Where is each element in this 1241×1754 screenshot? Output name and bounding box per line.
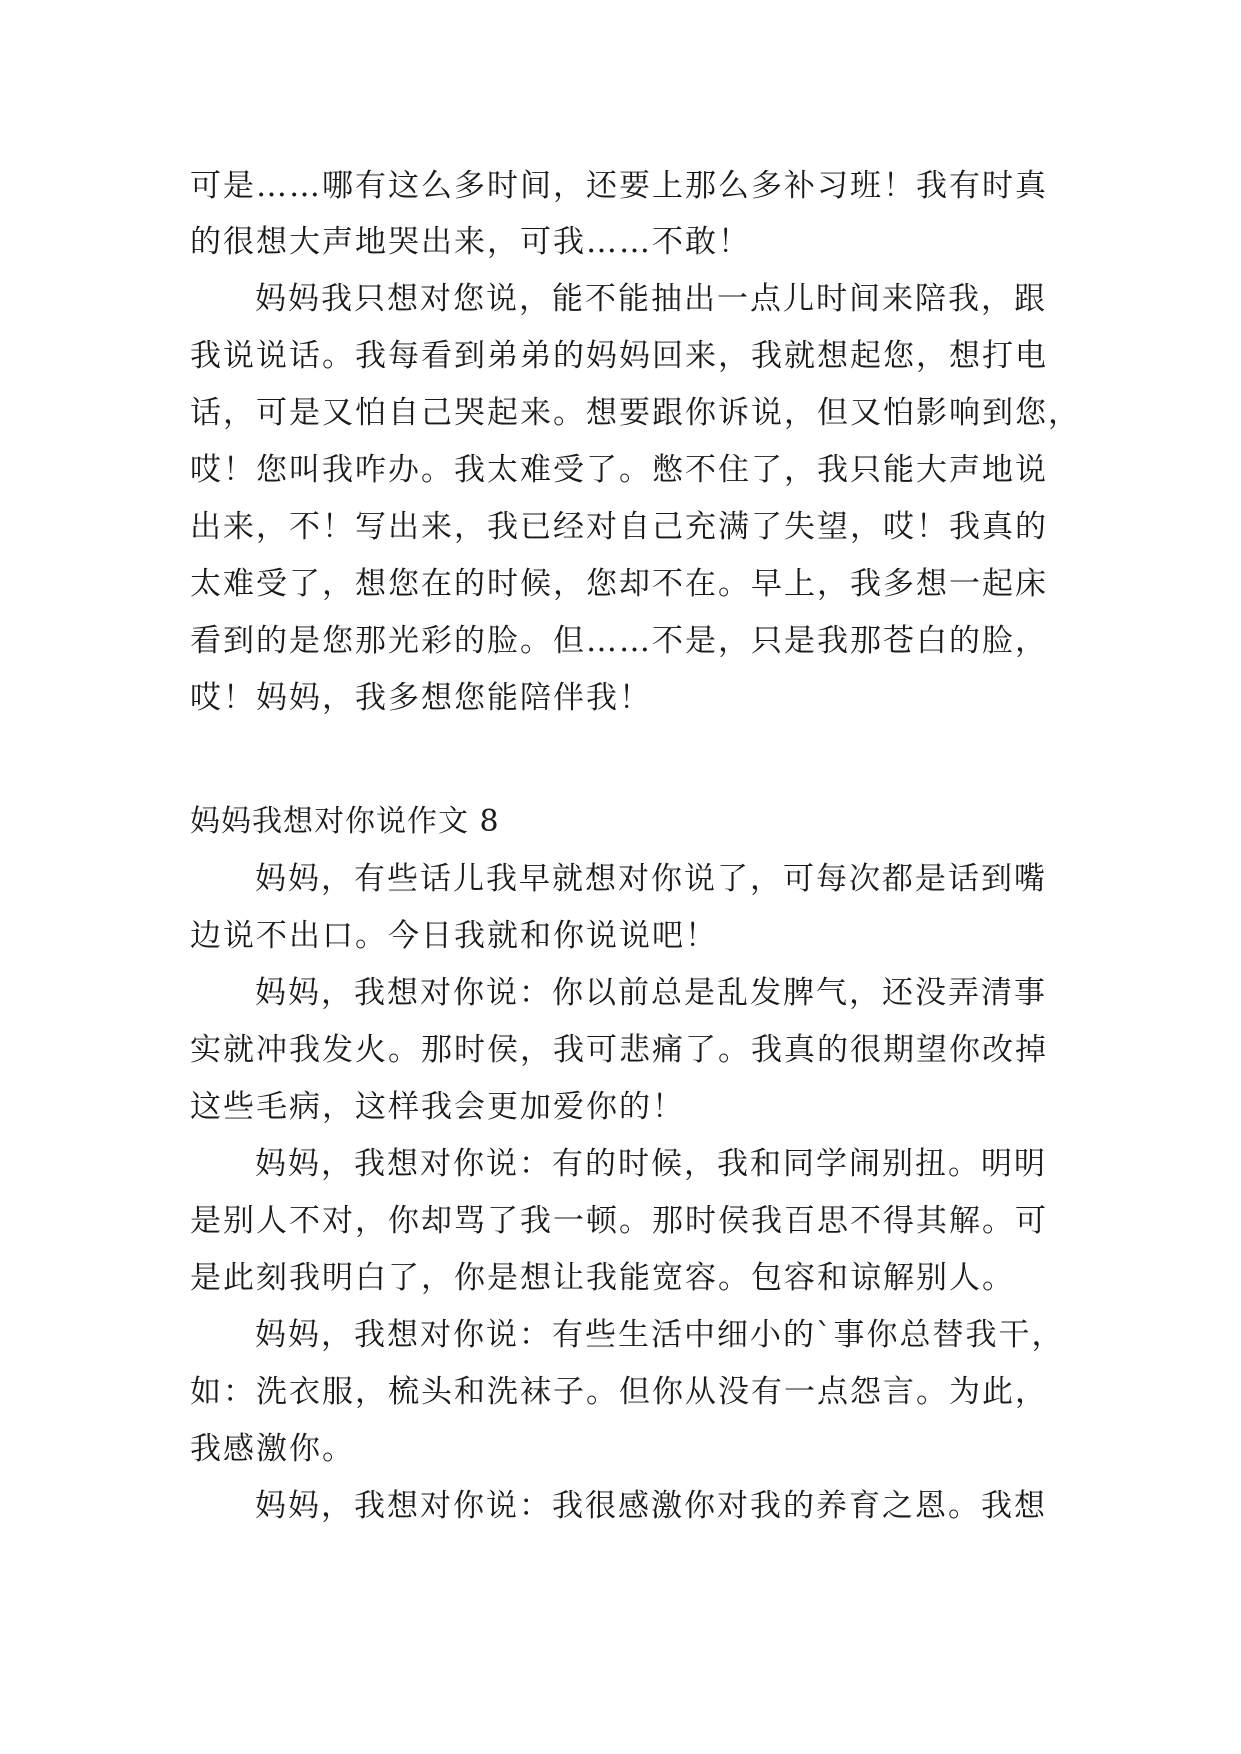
paragraph-line: 实就冲我发火。那时侯，我可悲痛了。我真的很期望你改掉	[190, 1032, 1048, 1068]
paragraph-line: 哎！您叫我咋办。我太难受了。憋不住了，我只能大声地说	[190, 452, 1048, 488]
paragraph-line: 如：洗衣服，梳头和洗袜子。但你从没有一点怨言。为此，	[190, 1374, 1048, 1410]
paragraph-line: 妈妈，我想对你说：我很感激你对我的养育之恩。我想	[255, 1488, 1047, 1524]
section-heading: 妈妈我想对你说作文 8	[190, 804, 500, 839]
paragraph-line: 太难受了，想您在的时候，您却不在。早上，我多想一起床	[190, 566, 1048, 602]
paragraph-line: 话，可是又怕自己哭起来。想要跟你诉说，但又怕影响到您，	[190, 395, 1081, 431]
paragraph-line: 出来，不！写出来，我已经对自己充满了失望，哎！我真的	[190, 509, 1048, 545]
paragraph-line: 可是……哪有这么多时间，还要上那么多补习班！我有时真	[190, 168, 1048, 204]
paragraph-line: 的很想大声地哭出来，可我……不敢！	[190, 224, 751, 260]
paragraph-line: 我感激你。	[190, 1431, 355, 1467]
paragraph-line: 这些毛病，这样我会更加爱你的！	[190, 1089, 685, 1125]
paragraph-line: 妈妈我只想对您说，能不能抽出一点儿时间来陪我，跟	[255, 281, 1047, 317]
paragraph-line: 是此刻我明白了，你是想让我能宽容。包容和谅解别人。	[190, 1260, 1015, 1296]
paragraph-line: 我说说话。我每看到弟弟的妈妈回来，我就想起您，想打电	[190, 338, 1048, 374]
paragraph-line: 妈妈，我想对你说：有些生活中细小的`事你总替我干，	[255, 1317, 1065, 1353]
paragraph-line: 妈妈，我想对你说：有的时候，我和同学闹别扭。明明	[255, 1146, 1047, 1182]
paragraph-line: 看到的是您那光彩的脸。但……不是，只是我那苍白的脸，	[190, 623, 1048, 659]
paragraph-line: 妈妈，有些话儿我早就想对你说了，可每次都是话到嘴	[255, 861, 1047, 897]
paragraph-line: 哎！妈妈，我多想您能陪伴我！	[190, 680, 652, 716]
paragraph-line: 妈妈，我想对你说：你以前总是乱发脾气，还没弄清事	[255, 975, 1047, 1011]
paragraph-line: 边说不出口。今日我就和你说说吧！	[190, 918, 718, 954]
paragraph-line: 是别人不对，你却骂了我一顿。那时侯我百思不得其解。可	[190, 1203, 1048, 1239]
